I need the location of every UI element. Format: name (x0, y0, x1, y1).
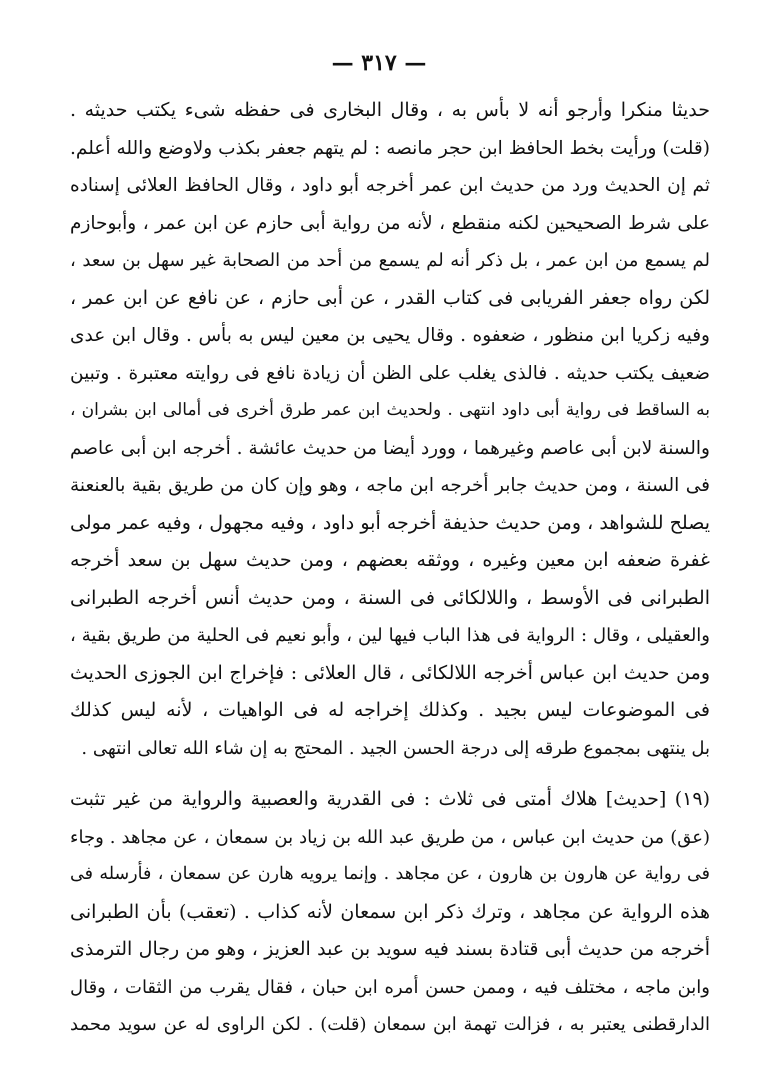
text-line: حديثا منكرا وأرجو أنه لا بأس به ، وقال البخارى فى حفظه شىء يكتب حديثه . (70, 99, 710, 121)
text-line: فى الموضوعات ليس بجيد . وكذلك إخراجه له فى الواهيات ، لأنه ليس كذلك (70, 699, 710, 721)
paragraph-1 (70, 92, 710, 767)
text-line: فى رواية عن هارون بن هارون ، عن مجاهد . وإنما يرويه هارن عن سمعان ، فأرسله فى (70, 864, 710, 884)
text-line: على شرط الصحيحين لكنه منقطع ، لأنه من رواية أبى حازم عن ابن عمر ، وأبوحازم (70, 212, 710, 234)
text-line: (قلت) ورأيت بخط الحافظ ابن حجر مانصه : لم يتهم جعفر بكذب ولاوضع والله أعلم. (70, 137, 710, 159)
text-line: به الساقط فى رواية أبى داود انتهى . ولحديث ابن عمر طرق أخرى فى أمالى ابن بشران ، (70, 400, 710, 420)
text-line: وفيه زكريا ابن منظور ، ضعفوه . وقال يحيى بن معين ليس به بأس . وقال ابن عدى (70, 325, 710, 346)
text-line: لم يسمع من ابن عمر ، بل ذكر أنه لم يسمع من أحد من الصحابة غير سهل بن سعد ، (70, 250, 710, 271)
text-line: (عق) من حديث ابن عباس ، من طريق عبد الله بن زياد بن سمعان ، عن مجاهد . وجاء (70, 826, 710, 848)
text-line: الطبرانى فى الأوسط ، واللالكائى فى السنة ، ومن حديث أنس أخرجه الطبرانى (70, 586, 710, 609)
text-line: فى السنة ، ومن حديث جابر أخرجه ابن ماجه ، وهو وإن كان من طريق بقية بالعنعنة (70, 475, 710, 496)
text-line: والسنة لابن أبى عاصم وغيرهما ، وورد أيضا من حديث عائشة . أخرجه ابن أبى عاصم (70, 437, 710, 459)
text-line: ثم إن الحديث ورد من حديث ابن عمر أخرجه أبو داود ، وقال الحافظ العلائى إسناده (70, 175, 710, 196)
text-line: غفرة ضعفه ابن معين وغيره ، ووثقه بعضهم ، ومن حديث سهل بن سعد أخرجه (70, 549, 710, 571)
text-line: ضعيف يكتب حديثه . فالذى يغلب على الظن أن زيادة نافع فى روايته معتبرة . وتبين (70, 362, 710, 384)
paragraph-2 (70, 781, 710, 1044)
text-line: ومن حديث ابن عباس أخرجه اللالكائى ، قال العلائى : فإخراج ابن الجوزى الحديث (70, 661, 710, 684)
text-line: هذه الرواية عن مجاهد ، وترك ذكر ابن سمعان لأنه كذاب . (تعقب) بأن الطبرانى (70, 900, 710, 923)
page-number: — ٣١٧ — (331, 50, 427, 76)
text-line: لكن رواه جعفر الفريابى فى كتاب القدر ، عن أبى حازم ، عن نافع عن ابن عمر ، (70, 286, 710, 309)
text-line: والعقيلى ، وقال : الرواية فى هذا الباب فيها لين ، وأبو نعيم فى الحلية من طريق بقية ، (70, 625, 710, 646)
text-line: وابن ماجه ، مختلف فيه ، وممن حسن أمره ابن حبان ، فقال يقرب من الثقات ، وقال (70, 976, 710, 998)
text-line: بل ينتهى بمجموع طرقه إلى درجة الحسن الجيد . المحتج به إن شاء الله تعالى انتهى . (81, 737, 710, 759)
text-line: أخرجه من حديث أبى قتادة بسند فيه سويد بن عبد العزيز ، وهو من رجال الترمذى (70, 938, 710, 960)
text-line: الدارقطنى يعتبر به ، فزالت تهمة ابن سمعان (قلت) . لكن الراوى له عن سويد محمد (70, 1014, 710, 1035)
hadith-heading-line: (١٩) [حديث] هلاك أمتى فى ثلاث : فى القدرية والعصبية والرواية من غير تثبت (70, 788, 710, 810)
text-line: يصلح للشواهد ، ومن حديث حذيفة أخرجه أبو داود ، وفيه مجهول ، وفيه عمر مولى (70, 511, 710, 534)
